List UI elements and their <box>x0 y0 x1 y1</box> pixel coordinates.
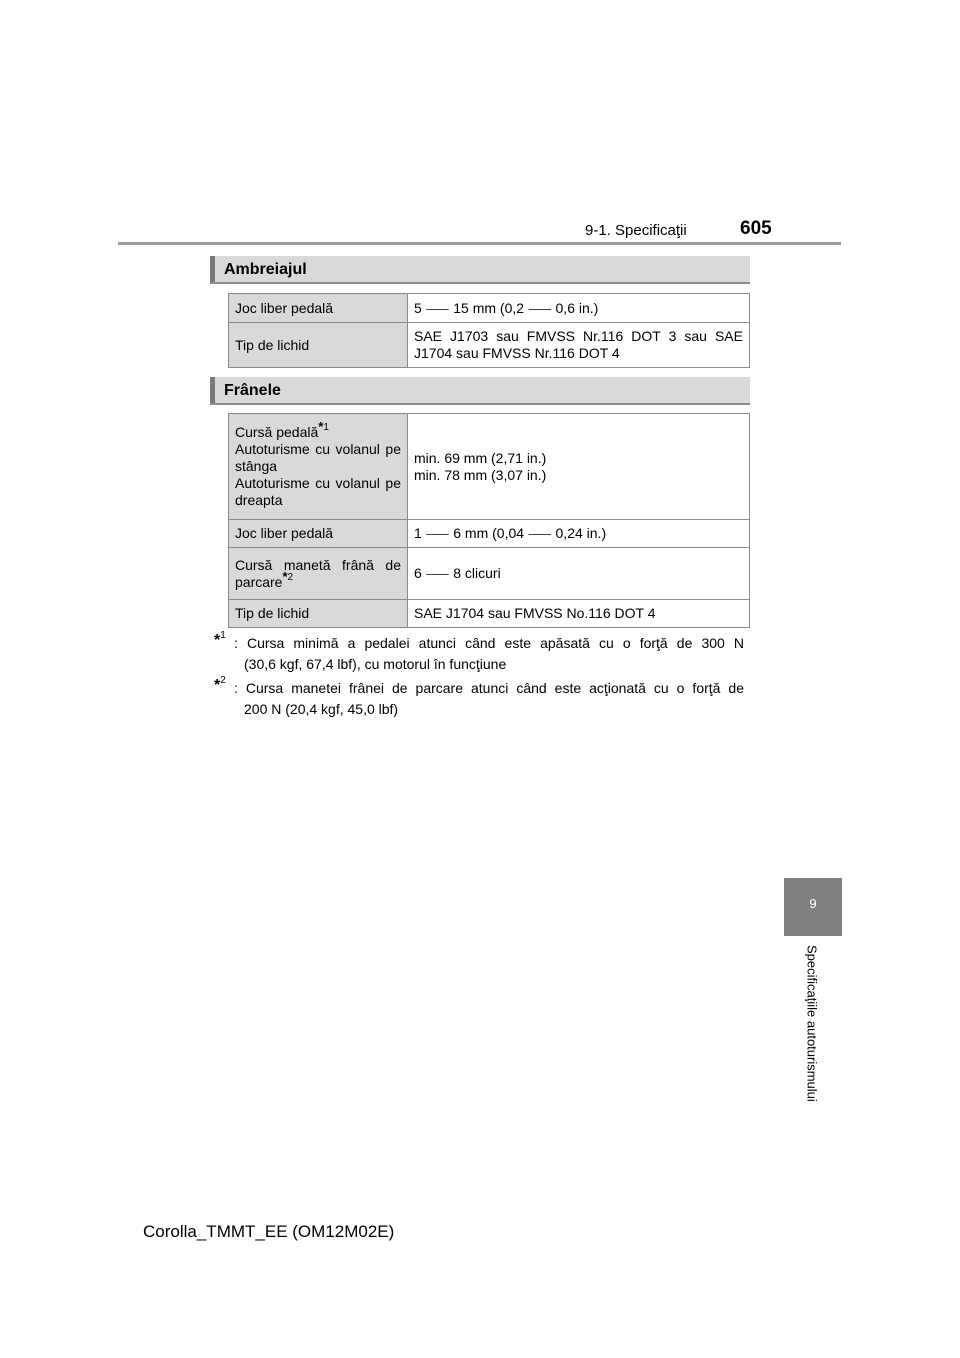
heading-accent-bar <box>210 377 215 403</box>
footnote-marker: * <box>318 419 324 434</box>
pedal-travel-lhd-value: min. 69 mm (2,71 in.) <box>414 449 547 466</box>
clutch-free-play-label: Joc liber pedală <box>229 294 408 323</box>
chapter-tab <box>784 878 842 936</box>
brake-fluid-value: SAE J1704 sau FMVSS No.116 DOT 4 <box>408 600 750 628</box>
clutch-heading-title: Ambreiajul <box>224 261 307 278</box>
brake-free-play-label: Joc liber pedală <box>229 520 408 548</box>
chapter-number: 9 <box>809 896 817 911</box>
brakes-heading-title: Frânele <box>224 382 281 399</box>
clutch-section-heading <box>210 256 750 284</box>
footnote-marker: * <box>214 677 221 694</box>
parking-brake-label-cell <box>229 548 408 600</box>
footnote-marker: * <box>214 632 221 649</box>
section-title: 9-1. Specificaţii <box>585 222 687 239</box>
footnote-1-line2: (30,6 kgf, 67,4 lbf), cu motorul în funcţiune <box>244 656 507 672</box>
clutch-spec-table <box>228 293 750 368</box>
pedal-travel-rhd-value: min. 78 mm (3,07 in.) <box>414 466 547 483</box>
footnote-1 <box>214 630 744 675</box>
footnote-marker: * <box>282 568 288 584</box>
footnote-2-line1: : Cursa manetei frânei de parcare atunci când este acţionată cu o forţă de <box>234 680 744 696</box>
footnote-2-line2: 200 N (20,4 kgf, 45,0 lbf) <box>244 701 399 717</box>
table-row <box>229 600 750 628</box>
header-divider <box>118 242 841 245</box>
pedal-travel-label-cell <box>229 414 408 520</box>
footnote-1-line1: : Cursa minimă a pedalei atunci când este apăsată cu o forţă de 300 N <box>234 635 744 651</box>
brake-free-play-value: 1 ⸺ 6 mm (0,04 ⸺ 0,24 in.) <box>408 520 750 548</box>
pedal-travel-lhd-label: Autoturisme cu volanul pe stânga <box>235 441 401 474</box>
clutch-fluid-label: Tip de lichid <box>229 323 408 368</box>
footnote-number: 1 <box>323 422 329 433</box>
table-row <box>229 414 750 520</box>
clutch-fluid-value: SAE J1703 sau FMVSS Nr.116 DOT 3 sau SAE J1704 sau FMVSS Nr.116 DOT 4 <box>408 323 750 368</box>
footnote-2 <box>214 675 744 720</box>
clutch-free-play-value: 5 ⸺ 15 mm (0,2 ⸺ 0,6 in.) <box>408 294 750 323</box>
footnote-number: 2 <box>220 675 226 686</box>
table-row <box>229 294 750 323</box>
chapter-label: Specificaţiile autoturismului <box>804 945 820 1102</box>
table-row <box>229 548 750 600</box>
footnote-number: 1 <box>220 630 226 641</box>
parking-brake-label-line2: parcare <box>235 573 283 590</box>
parking-brake-label-line1: Cursă manetă frână de <box>235 556 401 573</box>
brakes-section-heading <box>210 377 750 405</box>
heading-accent-bar <box>210 256 215 282</box>
footer-document-id: Corolla_TMMT_EE (OM12M02E) <box>143 1222 395 1241</box>
footnote-number: 2 <box>287 571 294 583</box>
pedal-travel-label: Cursă pedală <box>235 424 319 440</box>
brakes-spec-table <box>228 413 750 628</box>
pedal-travel-value-cell <box>408 414 750 520</box>
parking-brake-value: 6 ⸺ 8 clicuri <box>408 548 750 600</box>
pedal-travel-rhd-label: Autoturisme cu volanul pe dreapta <box>235 475 401 508</box>
table-row <box>229 520 750 548</box>
page-number: 605 <box>740 218 772 239</box>
table-row <box>229 323 750 368</box>
brake-fluid-label: Tip de lichid <box>229 600 408 628</box>
